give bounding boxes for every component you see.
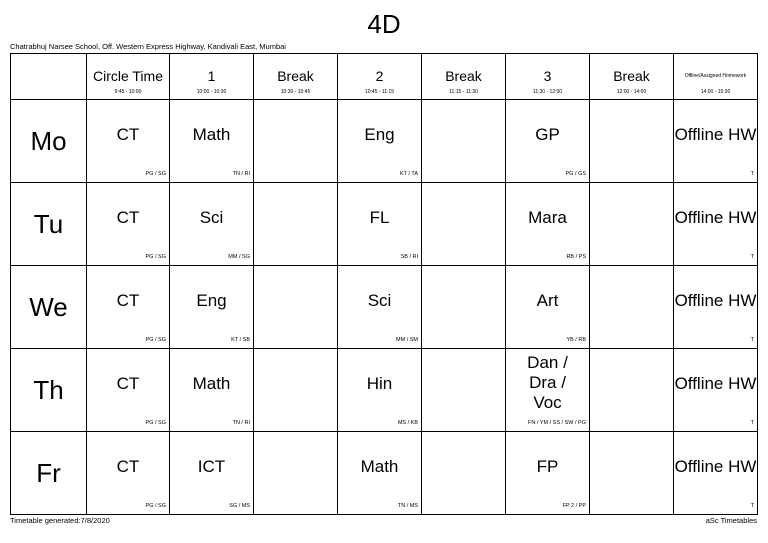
period-name: Circle Time xyxy=(92,68,163,84)
lesson-subject xyxy=(254,100,337,170)
lesson-subject: GP xyxy=(535,125,560,144)
day-name: We xyxy=(29,291,68,322)
lesson-cell xyxy=(254,266,338,349)
lesson-subject: Offline HW xyxy=(674,374,757,393)
period-time: 12:00 - 14:00 xyxy=(616,89,647,95)
period-name: Break xyxy=(613,68,650,84)
period-header xyxy=(254,54,338,100)
lesson-subject xyxy=(254,183,337,253)
period-time: 10:00 - 10:30 xyxy=(196,89,227,95)
lesson-subject xyxy=(590,100,673,170)
lesson-cell xyxy=(338,183,422,266)
day-cell xyxy=(11,183,87,266)
school-name: Chatrabhuj Narsee School, Off. Western Express Highway, Kandivali East, Mumbai xyxy=(10,42,286,51)
lesson-cell xyxy=(674,100,758,183)
lesson-subject xyxy=(254,349,337,419)
lesson-subject: Eng xyxy=(196,291,227,310)
lesson-teachers: PG / GS xyxy=(565,171,586,177)
lesson-subject: Offline HW xyxy=(674,208,757,227)
lesson-cell xyxy=(422,432,506,515)
day-name: Fr xyxy=(36,457,61,488)
lesson-subject: Offline HW xyxy=(674,125,757,144)
period-time: 9:45 - 10:00 xyxy=(114,89,142,95)
period-time: 10:30 - 10:45 xyxy=(280,89,311,95)
lesson-cell xyxy=(170,349,254,432)
lesson-subject xyxy=(422,349,505,419)
lesson-teachers: PG / SG xyxy=(145,420,166,426)
lesson-cell xyxy=(338,266,422,349)
lesson-cell xyxy=(87,266,170,349)
lesson-subject: Offline HW xyxy=(674,291,757,310)
lesson-teachers: FN / YM / SS / SW / PG xyxy=(528,420,586,426)
day-cell xyxy=(11,100,87,183)
lesson-teachers: T xyxy=(750,254,754,260)
lesson-cell xyxy=(506,183,590,266)
period-time: 11:15 - 11:30 xyxy=(449,89,478,95)
lesson-cell xyxy=(506,100,590,183)
lesson-teachers: KT / TA xyxy=(399,171,418,177)
lesson-teachers: T xyxy=(750,171,754,177)
lesson-cell xyxy=(170,100,254,183)
lesson-cell xyxy=(422,100,506,183)
corner-cell xyxy=(11,54,87,100)
lesson-subject: Dan / Dra / Voc xyxy=(527,353,568,412)
period-time: 11:30 - 12:00 xyxy=(532,89,563,95)
lesson-cell xyxy=(254,432,338,515)
lesson-teachers: PG / SG xyxy=(145,503,166,509)
lesson-subject: Math xyxy=(192,374,231,393)
lesson-subject: Math xyxy=(192,125,231,144)
lesson-cell xyxy=(170,183,254,266)
lesson-subject: CT xyxy=(116,291,140,310)
day-row xyxy=(11,432,758,515)
lesson-subject xyxy=(590,266,673,336)
lesson-cell xyxy=(422,183,506,266)
lesson-teachers: SG / MS xyxy=(229,503,250,509)
lesson-subject: FP xyxy=(536,457,559,476)
period-header xyxy=(506,54,590,100)
lesson-teachers: MS / KB xyxy=(397,420,418,426)
day-name: Tu xyxy=(33,208,64,239)
lesson-teachers: MM / SG xyxy=(228,254,250,260)
lesson-subject: Art xyxy=(536,291,559,310)
lesson-subject: Sci xyxy=(199,208,224,227)
lesson-subject: Eng xyxy=(364,125,395,144)
lesson-teachers: SB / RI xyxy=(400,254,418,260)
lesson-cell xyxy=(254,183,338,266)
lesson-subject xyxy=(254,266,337,336)
lesson-cell xyxy=(674,266,758,349)
day-row xyxy=(11,349,758,432)
lesson-teachers: TN / RI xyxy=(232,420,250,426)
period-header xyxy=(87,54,170,100)
lesson-teachers: PG / SG xyxy=(145,337,166,343)
lesson-cell xyxy=(338,100,422,183)
generated-date: Timetable generated:7/8/2020 xyxy=(10,516,110,525)
lesson-cell xyxy=(87,183,170,266)
lesson-subject: CT xyxy=(116,125,140,144)
lesson-cell xyxy=(338,349,422,432)
lesson-cell xyxy=(254,349,338,432)
lesson-subject: Math xyxy=(360,457,399,476)
lesson-teachers: MM / SM xyxy=(396,337,418,343)
lesson-teachers: PG / SG xyxy=(145,254,166,260)
lesson-teachers: TN / MS xyxy=(397,503,418,509)
lesson-teachers: RB / PS xyxy=(566,254,586,260)
day-cell xyxy=(11,432,87,515)
timetable-grid xyxy=(10,53,758,515)
day-name: Th xyxy=(33,374,64,405)
period-header xyxy=(422,54,506,100)
lesson-subject: CT xyxy=(116,208,140,227)
period-time: 14:00 - 15:30 xyxy=(700,89,731,95)
lesson-cell xyxy=(422,266,506,349)
lesson-teachers: T xyxy=(750,337,754,343)
period-header xyxy=(674,54,758,100)
day-row xyxy=(11,100,758,183)
lesson-teachers: T xyxy=(750,420,754,426)
lesson-cell xyxy=(590,432,674,515)
day-row xyxy=(11,266,758,349)
lesson-cell xyxy=(590,183,674,266)
lesson-subject: Sci xyxy=(367,291,392,310)
lesson-subject: ICT xyxy=(197,457,226,476)
period-time: 10:45 - 11:15 xyxy=(364,89,395,95)
lesson-cell xyxy=(590,100,674,183)
lesson-subject xyxy=(590,432,673,502)
lesson-subject: FL xyxy=(369,208,390,227)
lesson-cell xyxy=(170,432,254,515)
period-header xyxy=(170,54,254,100)
lesson-subject: CT xyxy=(116,374,140,393)
period-name: 2 xyxy=(375,68,384,84)
period-name: Break xyxy=(445,68,482,84)
lesson-cell xyxy=(674,183,758,266)
lesson-teachers: KT / SB xyxy=(231,337,250,343)
lesson-cell xyxy=(506,349,590,432)
period-name: 3 xyxy=(543,68,552,84)
lesson-teachers: T xyxy=(750,503,754,509)
lesson-teachers: YB / RB xyxy=(566,337,586,343)
lesson-subject: CT xyxy=(116,457,140,476)
lesson-subject xyxy=(422,432,505,502)
period-name: Break xyxy=(277,68,314,84)
lesson-cell xyxy=(590,266,674,349)
lesson-cell xyxy=(506,266,590,349)
lesson-subject xyxy=(590,349,673,419)
lesson-cell xyxy=(506,432,590,515)
lesson-subject xyxy=(422,100,505,170)
lesson-cell xyxy=(422,349,506,432)
period-name: Offline/Assigned Homework xyxy=(684,73,747,79)
lesson-cell xyxy=(87,100,170,183)
lesson-cell xyxy=(674,349,758,432)
lesson-subject xyxy=(590,183,673,253)
lesson-subject: Offline HW xyxy=(674,457,757,476)
header-row xyxy=(11,54,758,100)
brand-label: aSc Timetables xyxy=(705,516,757,525)
day-cell xyxy=(11,266,87,349)
lesson-subject xyxy=(422,266,505,336)
lesson-teachers: TN / RI xyxy=(232,171,250,177)
lesson-subject: Hin xyxy=(366,374,393,393)
lesson-cell xyxy=(590,349,674,432)
day-cell xyxy=(11,349,87,432)
lesson-cell xyxy=(87,349,170,432)
day-name: Mo xyxy=(30,125,67,156)
period-header xyxy=(338,54,422,100)
lesson-cell xyxy=(254,100,338,183)
period-name: 1 xyxy=(207,68,216,84)
period-header xyxy=(590,54,674,100)
lesson-subject xyxy=(422,183,505,253)
lesson-cell xyxy=(338,432,422,515)
lesson-teachers: FP 2 / PP xyxy=(562,503,586,509)
lesson-cell xyxy=(674,432,758,515)
lesson-teachers: PG / SG xyxy=(145,171,166,177)
lesson-subject: Mara xyxy=(528,208,567,227)
timetable-title: 4D xyxy=(367,9,401,39)
lesson-cell xyxy=(170,266,254,349)
lesson-subject xyxy=(254,432,337,502)
lesson-cell xyxy=(87,432,170,515)
day-row xyxy=(11,183,758,266)
